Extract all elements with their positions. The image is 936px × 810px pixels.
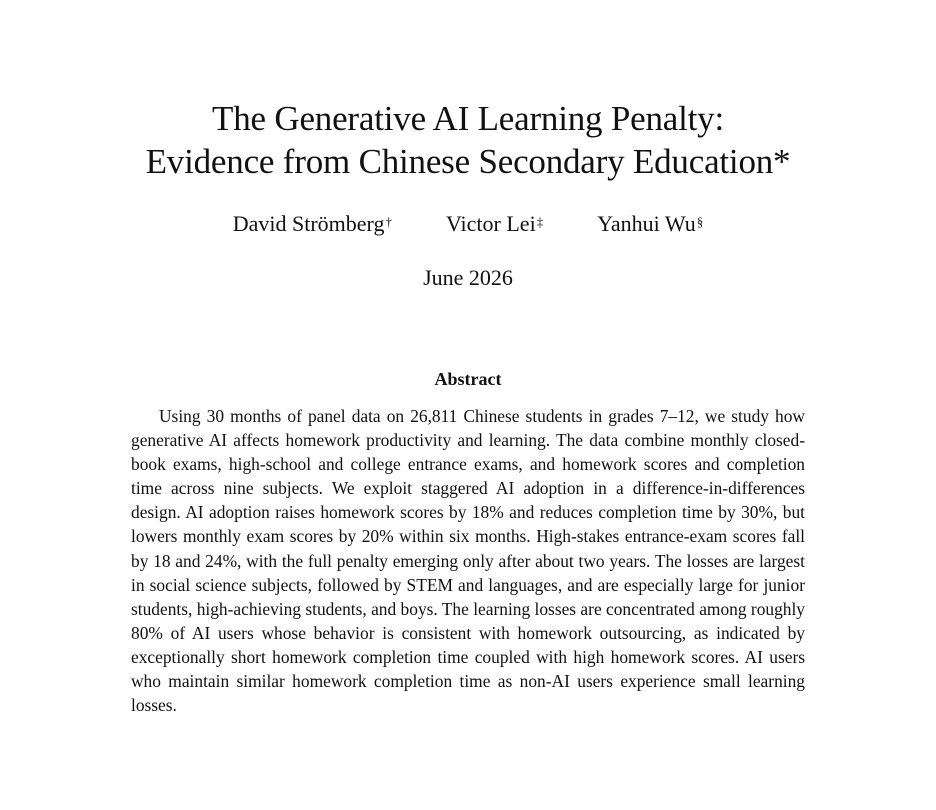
abstract-text: Using 30 months of panel data on 26,811 Chinese students in grades 7–12, we study how generative AI affects homework productivity and learning. The data combine monthly closed-book exams, high-school and college entrance exams, and homework scores and completion time across nine subjects. We exploit staggered AI adoption in a difference-in-differences design. AI adoption raises homework scores by 18% and reduces completion time by 30%, but lowers monthly exam scores by 20% within six months. High-stakes entrance-exam scores fall by 18 and 24%, with the full penalty emerging only after about two years. The losses are largest in social science subjects, followed by STEM and languages, and are especially large for junior students, high-achieving students, and boys. The learning losses are concentrated among roughly 80% of AI users whose behavior is consistent with homework outsourcing, as indicated by exceptionally short homework completion time coupled with high homework scores. AI users who maintain similar homework completion time as non-AI users experience small learning losses. [131,406,805,716]
paper-title-line-2: Evidence from Chinese Secondary Education* [145,142,791,181]
author-name: David Strömberg [232,211,385,236]
author-name: Victor Lei [445,211,536,236]
author-name: Yanhui Wu [597,211,696,236]
author-footnote-mark: † [385,214,392,229]
author-stromberg [233,209,392,239]
author-wu [597,209,703,239]
author-footnote-mark: § [696,214,704,229]
publication-date: June 2026 [423,265,513,290]
author-footnote-mark: ‡ [536,214,544,229]
author-lei [446,209,543,239]
paper-title-line-1: The Generative AI Learning Penalty: [212,99,724,138]
abstract-heading: Abstract [434,369,502,389]
author-list [0,209,936,239]
